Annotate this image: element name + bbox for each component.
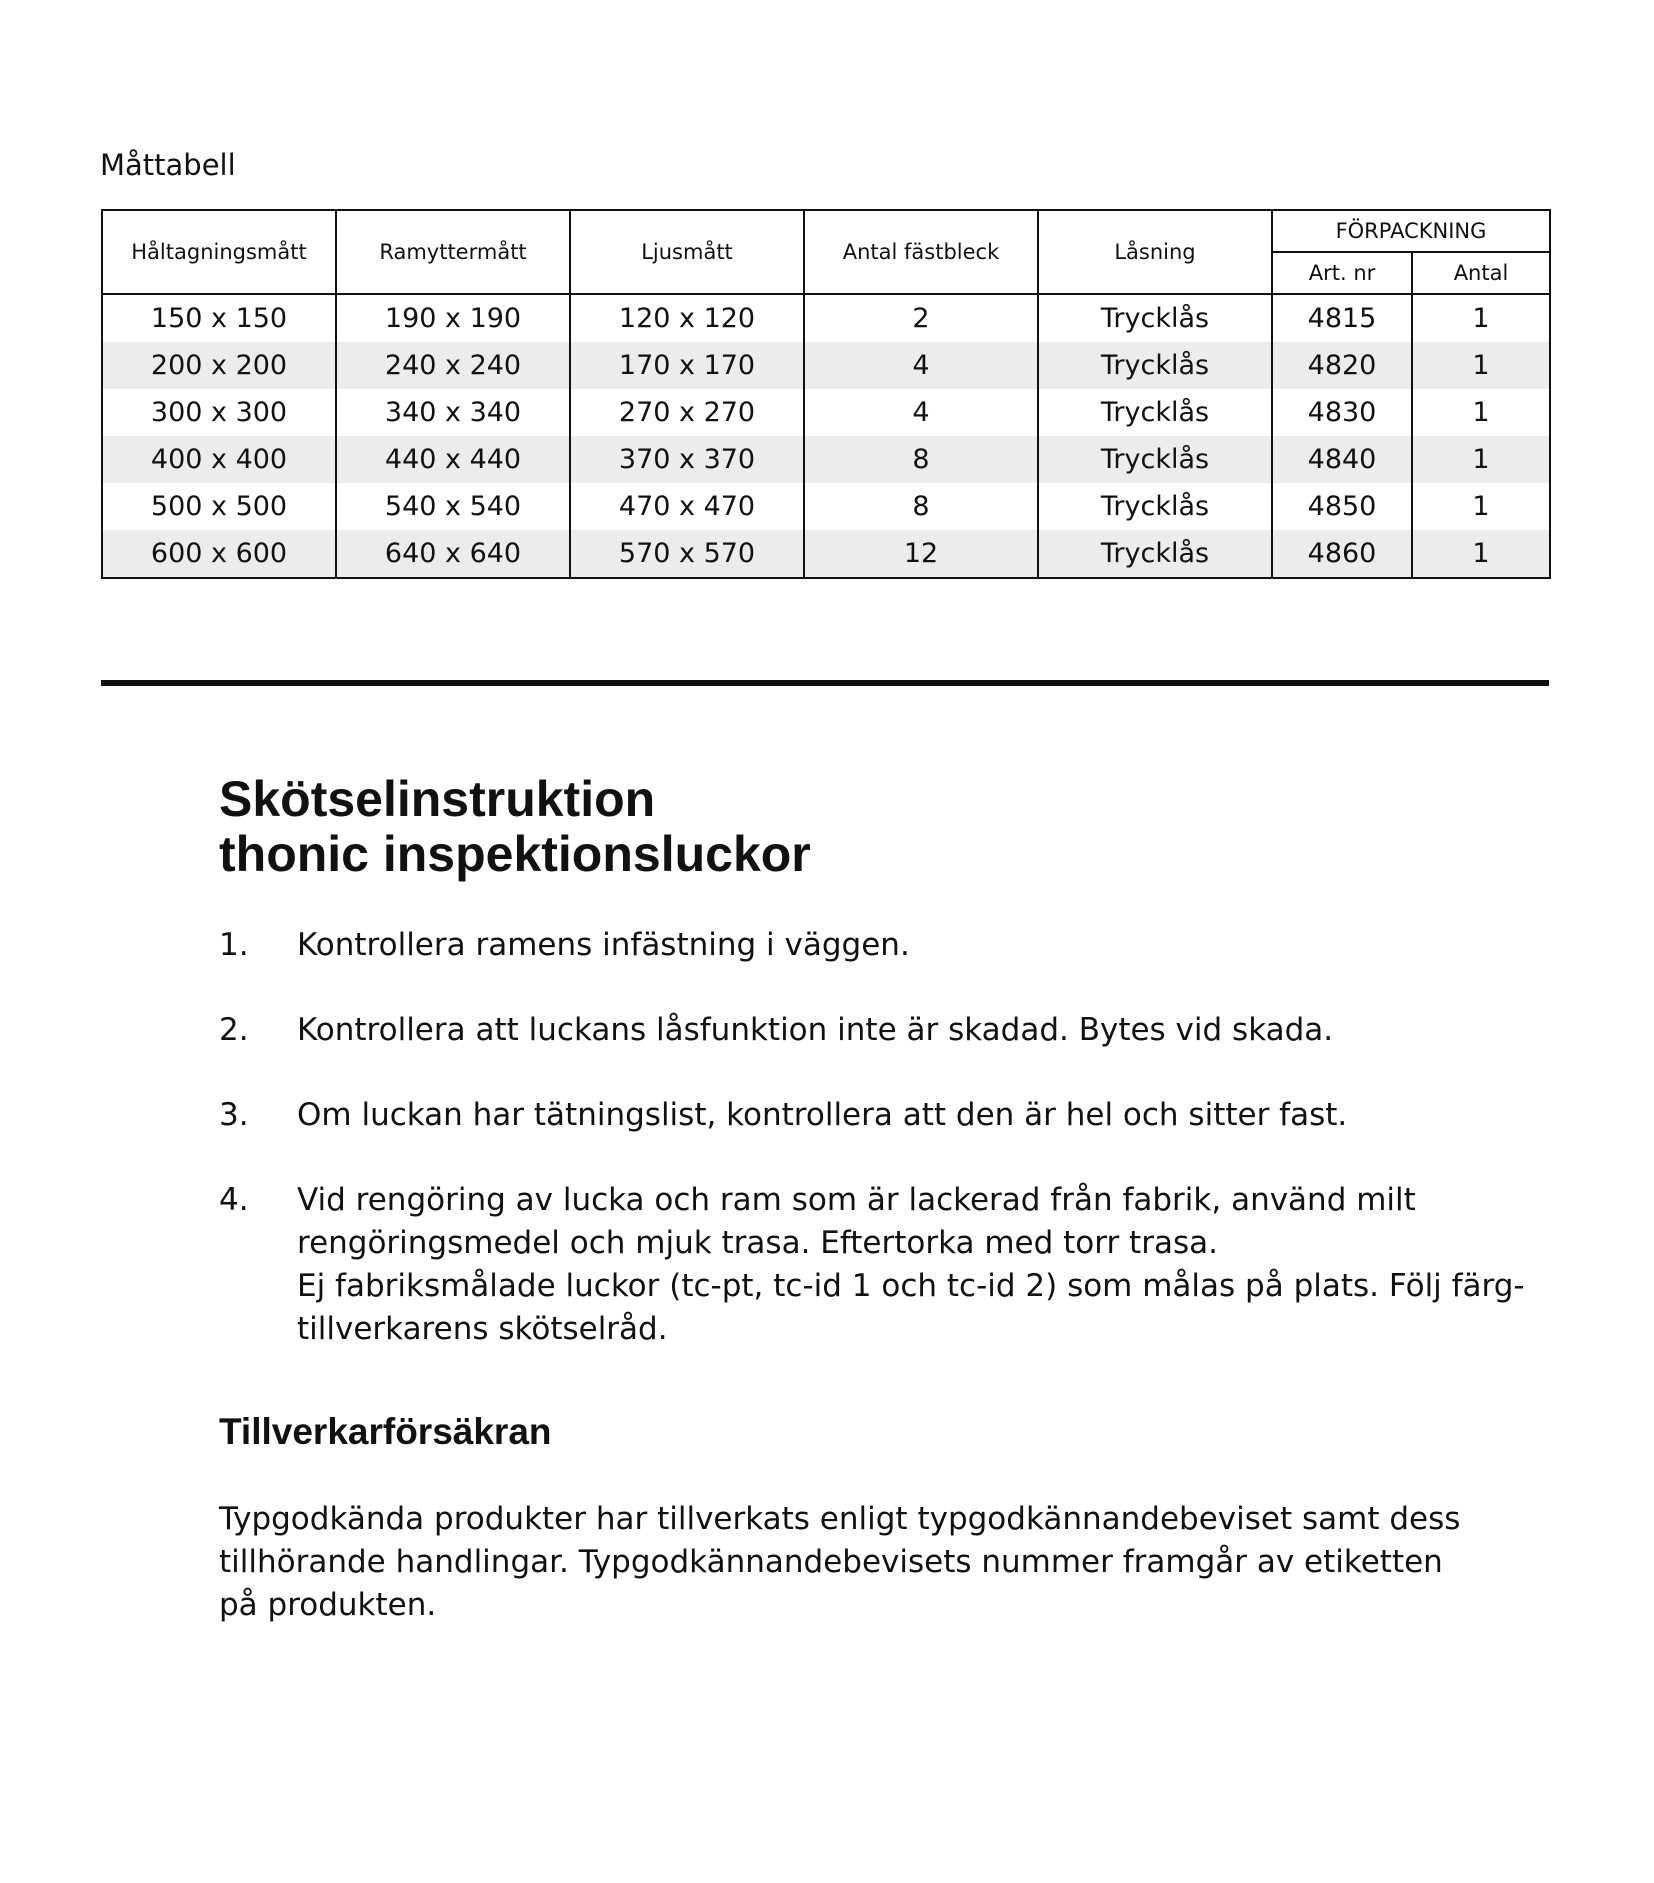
cell-qty: 1 <box>1412 389 1550 436</box>
header-packaging: FÖRPACKNING <box>1272 210 1550 252</box>
page-title <box>219 772 811 882</box>
cell-frame-size: 540 x 540 <box>336 483 570 530</box>
header-frame-size: Ramyttermått <box>336 210 570 294</box>
cell-light-size: 570 x 570 <box>570 530 804 578</box>
item-text-line: Ej fabriksmålade luckor (tc-pt, tc-id 1 och tc-id 2) som målas på plats. Följ färg- <box>297 1268 1525 1304</box>
cell-lock: Trycklås <box>1038 483 1272 530</box>
cell-qty: 1 <box>1412 483 1550 530</box>
declaration-text <box>219 1498 1479 1627</box>
cell-qty: 1 <box>1412 294 1550 342</box>
cell-frame-size: 240 x 240 <box>336 342 570 389</box>
cell-qty: 1 <box>1412 530 1550 578</box>
declaration-line: på produkten. <box>219 1587 437 1623</box>
cell-art-nr: 4815 <box>1272 294 1412 342</box>
size-table <box>101 209 1551 579</box>
cell-art-nr: 4850 <box>1272 483 1412 530</box>
item-text-line: Kontrollera ramens infästning i väggen. <box>297 927 910 963</box>
header-lock: Låsning <box>1038 210 1272 294</box>
cell-blocks: 8 <box>804 483 1038 530</box>
item-number: 1. <box>219 927 249 963</box>
item-text <box>297 1179 1525 1351</box>
item-number: 4. <box>219 1182 249 1218</box>
table-row <box>102 294 1550 342</box>
item-text <box>297 1009 1459 1052</box>
cell-art-nr: 4840 <box>1272 436 1412 483</box>
cell-art-nr: 4820 <box>1272 342 1412 389</box>
section-divider <box>101 680 1549 686</box>
table-row <box>102 342 1550 389</box>
cell-light-size: 270 x 270 <box>570 389 804 436</box>
cell-hole-size: 600 x 600 <box>102 530 336 578</box>
cell-art-nr: 4830 <box>1272 389 1412 436</box>
cell-hole-size: 500 x 500 <box>102 483 336 530</box>
header-blocks: Antal fästbleck <box>804 210 1038 294</box>
table-row <box>102 530 1550 578</box>
cell-light-size: 120 x 120 <box>570 294 804 342</box>
item-text-line: Vid rengöring av lucka och ram som är lackerad från fabrik, använd milt <box>297 1182 1416 1218</box>
header-qty: Antal <box>1412 252 1550 294</box>
section-title: Tillverkarförsäkran <box>219 1411 552 1452</box>
table-caption: Måttabell <box>100 148 236 182</box>
cell-lock: Trycklås <box>1038 436 1272 483</box>
cell-art-nr: 4860 <box>1272 530 1412 578</box>
cell-blocks: 2 <box>804 294 1038 342</box>
cell-lock: Trycklås <box>1038 530 1272 578</box>
list-item <box>219 924 1459 967</box>
cell-lock: Trycklås <box>1038 342 1272 389</box>
instruction-list <box>219 924 1525 1351</box>
cell-lock: Trycklås <box>1038 294 1272 342</box>
cell-blocks: 4 <box>804 342 1038 389</box>
cell-qty: 1 <box>1412 342 1550 389</box>
list-item <box>219 1179 1525 1351</box>
cell-light-size: 170 x 170 <box>570 342 804 389</box>
cell-frame-size: 340 x 340 <box>336 389 570 436</box>
cell-blocks: 4 <box>804 389 1038 436</box>
header-art-nr: Art. nr <box>1272 252 1412 294</box>
cell-blocks: 8 <box>804 436 1038 483</box>
declaration-line: tillhörande handlingar. Typgodkännandebevisets nummer framgår av etiketten <box>219 1544 1443 1580</box>
cell-hole-size: 150 x 150 <box>102 294 336 342</box>
cell-hole-size: 200 x 200 <box>102 342 336 389</box>
table-row <box>102 483 1550 530</box>
cell-blocks: 12 <box>804 530 1038 578</box>
item-text-line: rengöringsmedel och mjuk trasa. Eftertorka med torr trasa. <box>297 1225 1218 1261</box>
item-number: 2. <box>219 1012 249 1048</box>
list-item <box>219 1094 1459 1137</box>
item-number: 3. <box>219 1097 249 1133</box>
table-row <box>102 436 1550 483</box>
title-line-2: thonic inspektionsluckor <box>219 826 811 882</box>
cell-frame-size: 440 x 440 <box>336 436 570 483</box>
item-text-line: tillverkarens skötselråd. <box>297 1311 668 1347</box>
cell-frame-size: 640 x 640 <box>336 530 570 578</box>
cell-light-size: 370 x 370 <box>570 436 804 483</box>
header-hole-size: Håltagningsmått <box>102 210 336 294</box>
declaration-line: Typgodkända produkter har tillverkats enligt typgodkännandebeviset samt dess <box>219 1501 1461 1537</box>
cell-hole-size: 300 x 300 <box>102 389 336 436</box>
item-text <box>297 924 1459 967</box>
item-text <box>297 1094 1459 1137</box>
table-row <box>102 389 1550 436</box>
cell-hole-size: 400 x 400 <box>102 436 336 483</box>
list-item <box>219 1009 1459 1052</box>
header-light-size: Ljusmått <box>570 210 804 294</box>
item-text-line: Om luckan har tätningslist, kontrollera att den är hel och sitter fast. <box>297 1097 1348 1133</box>
cell-light-size: 470 x 470 <box>570 483 804 530</box>
cell-lock: Trycklås <box>1038 389 1272 436</box>
title-line-1: Skötselinstruktion <box>219 771 656 827</box>
cell-frame-size: 190 x 190 <box>336 294 570 342</box>
cell-qty: 1 <box>1412 436 1550 483</box>
item-text-line: Kontrollera att luckans låsfunktion inte är skadad. Bytes vid skada. <box>297 1012 1334 1048</box>
